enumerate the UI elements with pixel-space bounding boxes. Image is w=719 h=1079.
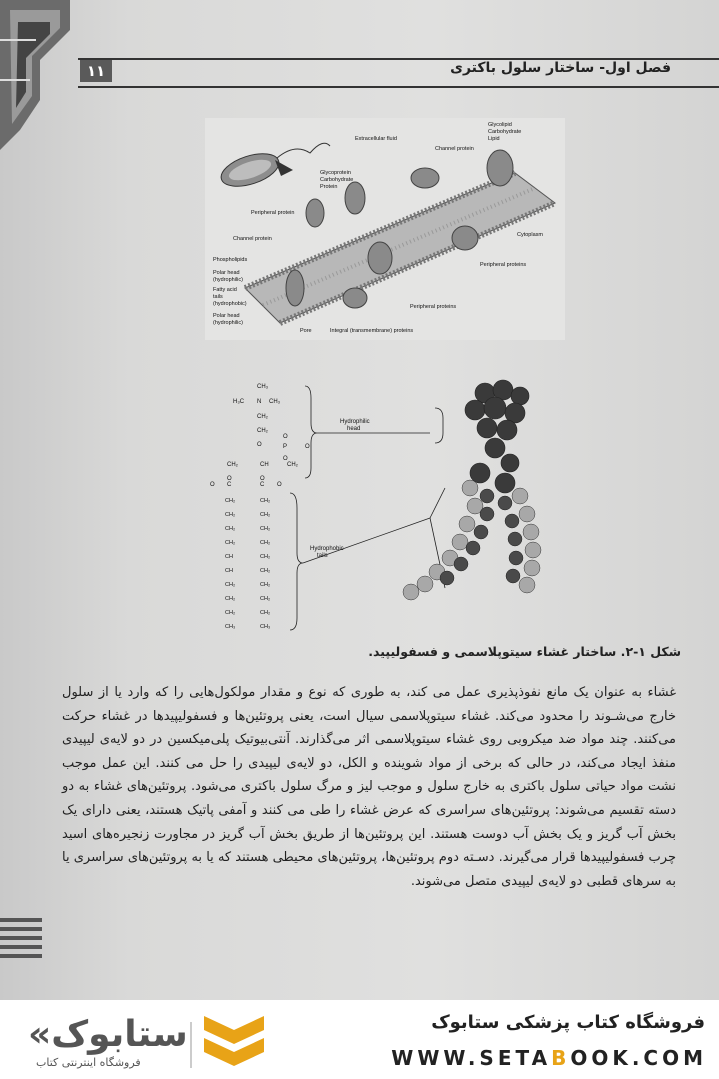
- svg-text:CH₂: CH₂: [260, 526, 271, 532]
- label-hydrophilic: Hydrophilic: [340, 419, 370, 425]
- label-peripheral-proteins-bottom: Peripheral proteins: [410, 304, 457, 310]
- store-url[interactable]: WWW.SETABOOK.COM: [391, 1046, 707, 1070]
- label-lipid: Lipid: [488, 136, 500, 142]
- svg-text:O: O: [260, 476, 265, 482]
- membrane-diagram: [205, 118, 565, 340]
- svg-text:CH: CH: [225, 554, 233, 560]
- space-filling-model: [403, 380, 541, 600]
- page-number: ۱۱: [80, 60, 112, 82]
- svg-text:O: O: [227, 476, 232, 482]
- logo-subtitle: فروشگاه اینترنتی کتاب: [36, 1056, 141, 1069]
- phospholipid-diagram: [205, 378, 565, 636]
- svg-text:O: O: [283, 456, 288, 462]
- label-pore: Pore: [300, 328, 312, 334]
- label-tails-2: tails: [317, 553, 328, 559]
- svg-text:CH₃: CH₃: [269, 399, 281, 405]
- svg-text:CH₂: CH₂: [257, 414, 268, 420]
- svg-text:H₃C: H₃C: [233, 399, 245, 405]
- label-fatty-acid: Fatty acid: [213, 287, 237, 293]
- svg-text:CH₂: CH₂: [260, 596, 271, 602]
- svg-text:CH₃: CH₃: [225, 624, 236, 630]
- label-extracellular: Extracellular fluid: [355, 136, 397, 142]
- svg-text:O: O: [210, 482, 215, 488]
- svg-text:CH₂: CH₂: [257, 428, 268, 434]
- logo-chevron-icon: [204, 1016, 264, 1068]
- label-polar-head-2-sub: (hydrophilic): [213, 320, 243, 326]
- label-protein: Protein: [320, 184, 338, 190]
- svg-text:C: C: [260, 482, 265, 488]
- label-integral: Integral (transmembrane) proteins: [330, 328, 414, 334]
- svg-text:N: N: [257, 399, 262, 405]
- label-tails-sub: (hydrophobic): [213, 301, 247, 307]
- chain-labels: [225, 498, 270, 630]
- label-carbohydrate-top: Carbohydrate: [488, 129, 522, 135]
- label-head: head: [347, 426, 361, 432]
- svg-text:C: C: [227, 482, 232, 488]
- svg-text:CH₂: CH₂: [225, 582, 236, 588]
- label-channel-protein: Channel protein: [233, 236, 272, 242]
- label-polar-head-2: Polar head: [213, 313, 240, 319]
- svg-text:CH₃: CH₃: [257, 384, 269, 390]
- svg-text:CH: CH: [260, 462, 269, 468]
- svg-text:CH₂: CH₂: [287, 462, 298, 468]
- logo-text: «ستابوک: [28, 1014, 188, 1055]
- chapter-title: فصل اول- ساختار سلول باکتری: [450, 60, 671, 76]
- label-polar-head: Polar head: [213, 270, 240, 276]
- svg-text:P: P: [283, 444, 288, 450]
- svg-text:CH₂: CH₂: [227, 462, 238, 468]
- svg-text:CH₂: CH₂: [225, 610, 236, 616]
- body-paragraph: غشاء به عنوان یک مانع نفوذپذیری عمل می کند، به طوری که نوع و مقدار مولکول‌هایی را که وارد یا از سلول خارج می‌شـوند را محدود می‌کند. غشاء سیتوپلاسمی سیال است، یعنی پروتئین‌ها و فسفولیپیدها در غشاء حرکت می‌کنند. چند مواد ضد میکروبی روی غشاء سیتوپلاسمی اثر می‌گذارند. آنتی‌بیوتیک پلی‌میکسین در دو لایه‌ی لیپیدی منفذ ایجاد می‌کند، در حالی که برخی از مواد شوینده و الکل، دو لایه‌ی لیپیدی را حل می کنند. این عمل موجب نشت مواد حیاتی سلول باکتری به خارج سلول و موجب لیز و مرگ سلول باکتری می‌شود. پروتئین‌های غشاء به دو دسته تقسیم می‌شوند: پروتئین‌های سراسری که عرض غشاء را طی می کنند و آمفی پاتیک هستند، یعنی دارای یک بخش آب گریز و یک بخش آب دوست هستند. این پروتئین‌ها از طریق بخش آب گریز در مجاورت زنجیره‌های اسید چرب فسفولیپیدها قرار می‌گیرند. دسـته دوم پروتئین‌ها، پروتئین‌های محیطی هستند که یا به پروتئین‌های سراسری یا به سرهای قطبی دو لایه‌ی لیپیدی متصل می‌شوند.: [62, 685, 676, 889]
- left-edge-stripes: [0, 918, 42, 963]
- svg-text:CH₂: CH₂: [260, 582, 271, 588]
- chemical-formula: [210, 384, 310, 488]
- label-glycoprotein: Glycoprotein: [320, 170, 351, 176]
- label-cytoplasm: Cytoplasm: [517, 232, 543, 238]
- label-channel-protein-top: Channel protein: [435, 146, 474, 152]
- svg-text:O: O: [257, 442, 262, 448]
- svg-text:CH₂: CH₂: [225, 596, 236, 602]
- svg-text:CH₂: CH₂: [260, 610, 271, 616]
- svg-text:CH: CH: [225, 568, 233, 574]
- svg-text:CH₂: CH₂: [225, 512, 236, 518]
- svg-text:CH₂: CH₂: [260, 568, 271, 574]
- svg-text:CH₂: CH₂: [225, 526, 236, 532]
- label-tails: tails: [213, 294, 223, 300]
- label-peripheral-protein: Peripheral protein: [251, 210, 295, 216]
- label-hydrophobic: Hydrophobic: [310, 546, 344, 552]
- store-name: فروشگاه کتاب پزشکی ستابوک: [431, 1012, 705, 1033]
- label-polar-head-sub: (hydrophilic): [213, 277, 243, 283]
- svg-text:O: O: [277, 482, 282, 488]
- svg-text:CH₂: CH₂: [225, 498, 236, 504]
- label-peripheral-proteins-right: Peripheral proteins: [480, 262, 527, 268]
- svg-text:CH₂: CH₂: [260, 498, 271, 504]
- label-glycolipid: Glycolipid: [488, 122, 512, 128]
- svg-text:O: O: [305, 444, 310, 450]
- svg-text:CH₂: CH₂: [260, 512, 271, 518]
- label-phospholipids: Phospholipids: [213, 257, 248, 263]
- svg-text:CH₂: CH₂: [225, 540, 236, 546]
- svg-text:CH₃: CH₃: [260, 624, 271, 630]
- logo-divider: [190, 1022, 192, 1068]
- svg-text:O: O: [283, 434, 288, 440]
- svg-text:CH₂: CH₂: [260, 554, 271, 560]
- corner-ornament: [0, 0, 80, 150]
- label-carbohydrate: Carbohydrate: [320, 177, 354, 183]
- svg-text:CH₂: CH₂: [260, 540, 271, 546]
- figure-caption: شکل ۱-۲. ساختار غشاء سیتوپلاسمی و فسفولیپید.: [368, 644, 681, 659]
